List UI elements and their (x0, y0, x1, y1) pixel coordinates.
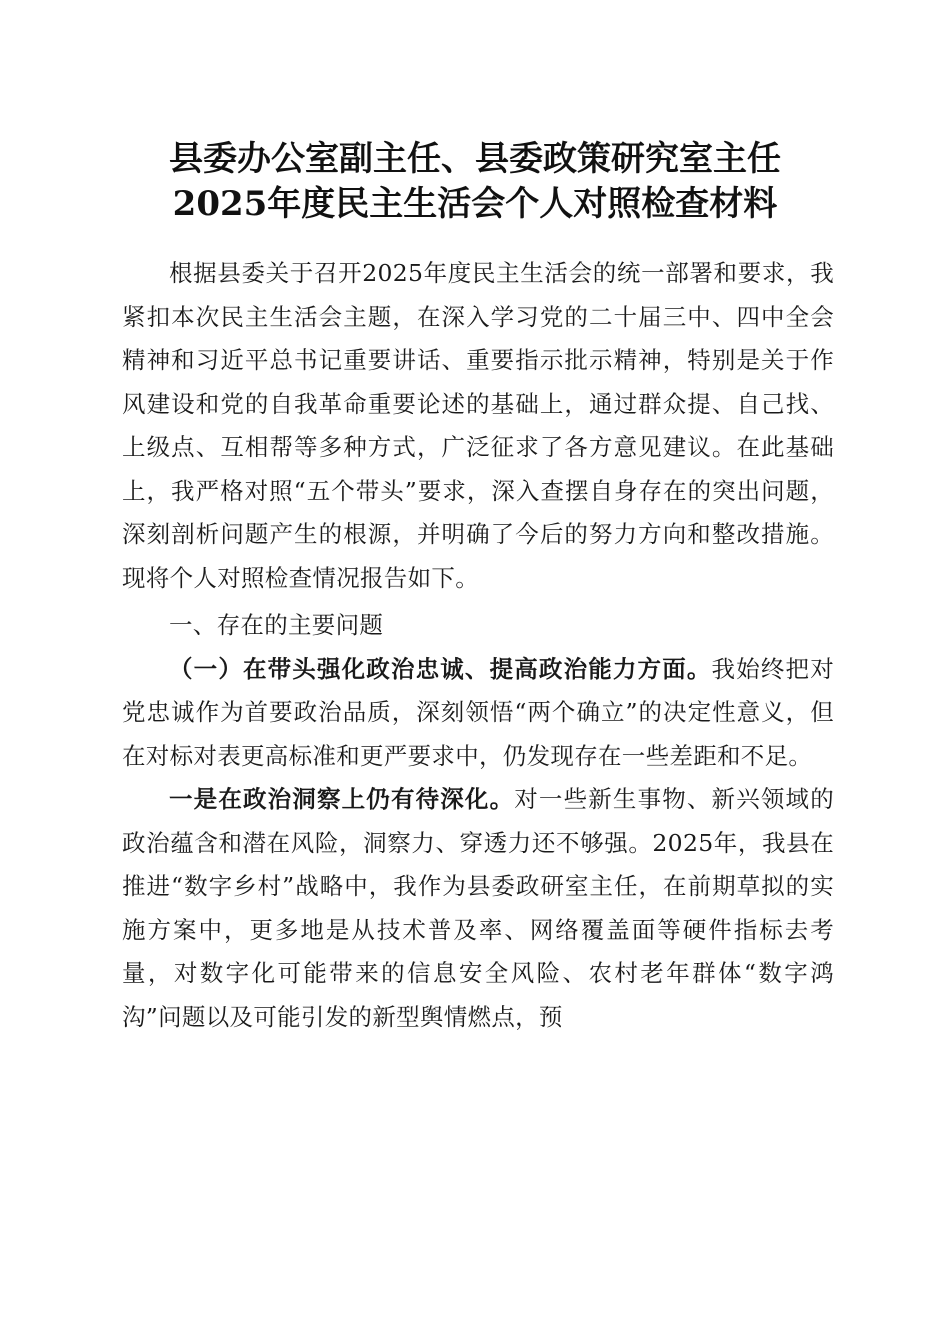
subsection-paragraph-1 (122, 648, 834, 779)
document-body (122, 252, 834, 1039)
subsection-text-1: 我始终把对党忠诚作为首要政治品质，深刻领悟“两个确立”的决定性意义，但在对标对表更高标准和更严要求中，仍发现存在一些差距和不足。 (122, 654, 834, 770)
point-text-1: 对一些新生事物、新兴领域的政治蕴含和潜在风险，洞察力、穿透力还不够强。2025年，我县在推进“数字乡村”战略中，我作为县委政研室主任，在前期草拟的实施方案中，更多地是从技术普及率、网络覆盖面等硬件指标去考量，对数字化可能带来的信息安全风险、农村老年群体“数字鸿沟”问题以及可能引发的新型舆情燃点，预 (122, 785, 834, 1031)
subsection-lead-1: （一）在带头强化政治忠诚、提高政治能力方面。 (169, 654, 712, 683)
section-heading-1: 一、存在的主要问题 (169, 611, 384, 639)
point-paragraph-1 (122, 778, 834, 1039)
intro-paragraph: 根据县委关于召开2025年度民主生活会的统一部署和要求，我紧扣本次民主生活会主题，在深入学习党的二十届三中、四中全会精神和习近平总书记重要讲话、重要指示批示精神，特别是关于作风建设和党的自我革命重要论述的基础上，通过群众提、自己找、上级点、互相帮等多种方式，广泛征求了各方意见建议。在此基础上，我严格对照“五个带头”要求，深入查摆自身存在的突出问题，深刻剖析问题产生的根源，并明确了今后的努力方向和整改措施。现将个人对照检查情况报告如下。 (122, 259, 834, 592)
point-lead-1: 一是在政治洞察上仍有待深化。 (169, 785, 515, 813)
document-title-line-1: 县委办公室副主任、县委政策研究室主任 (169, 139, 781, 179)
document-title-line-2: 2025年度民主生活会个人对照检查材料 (172, 184, 778, 224)
